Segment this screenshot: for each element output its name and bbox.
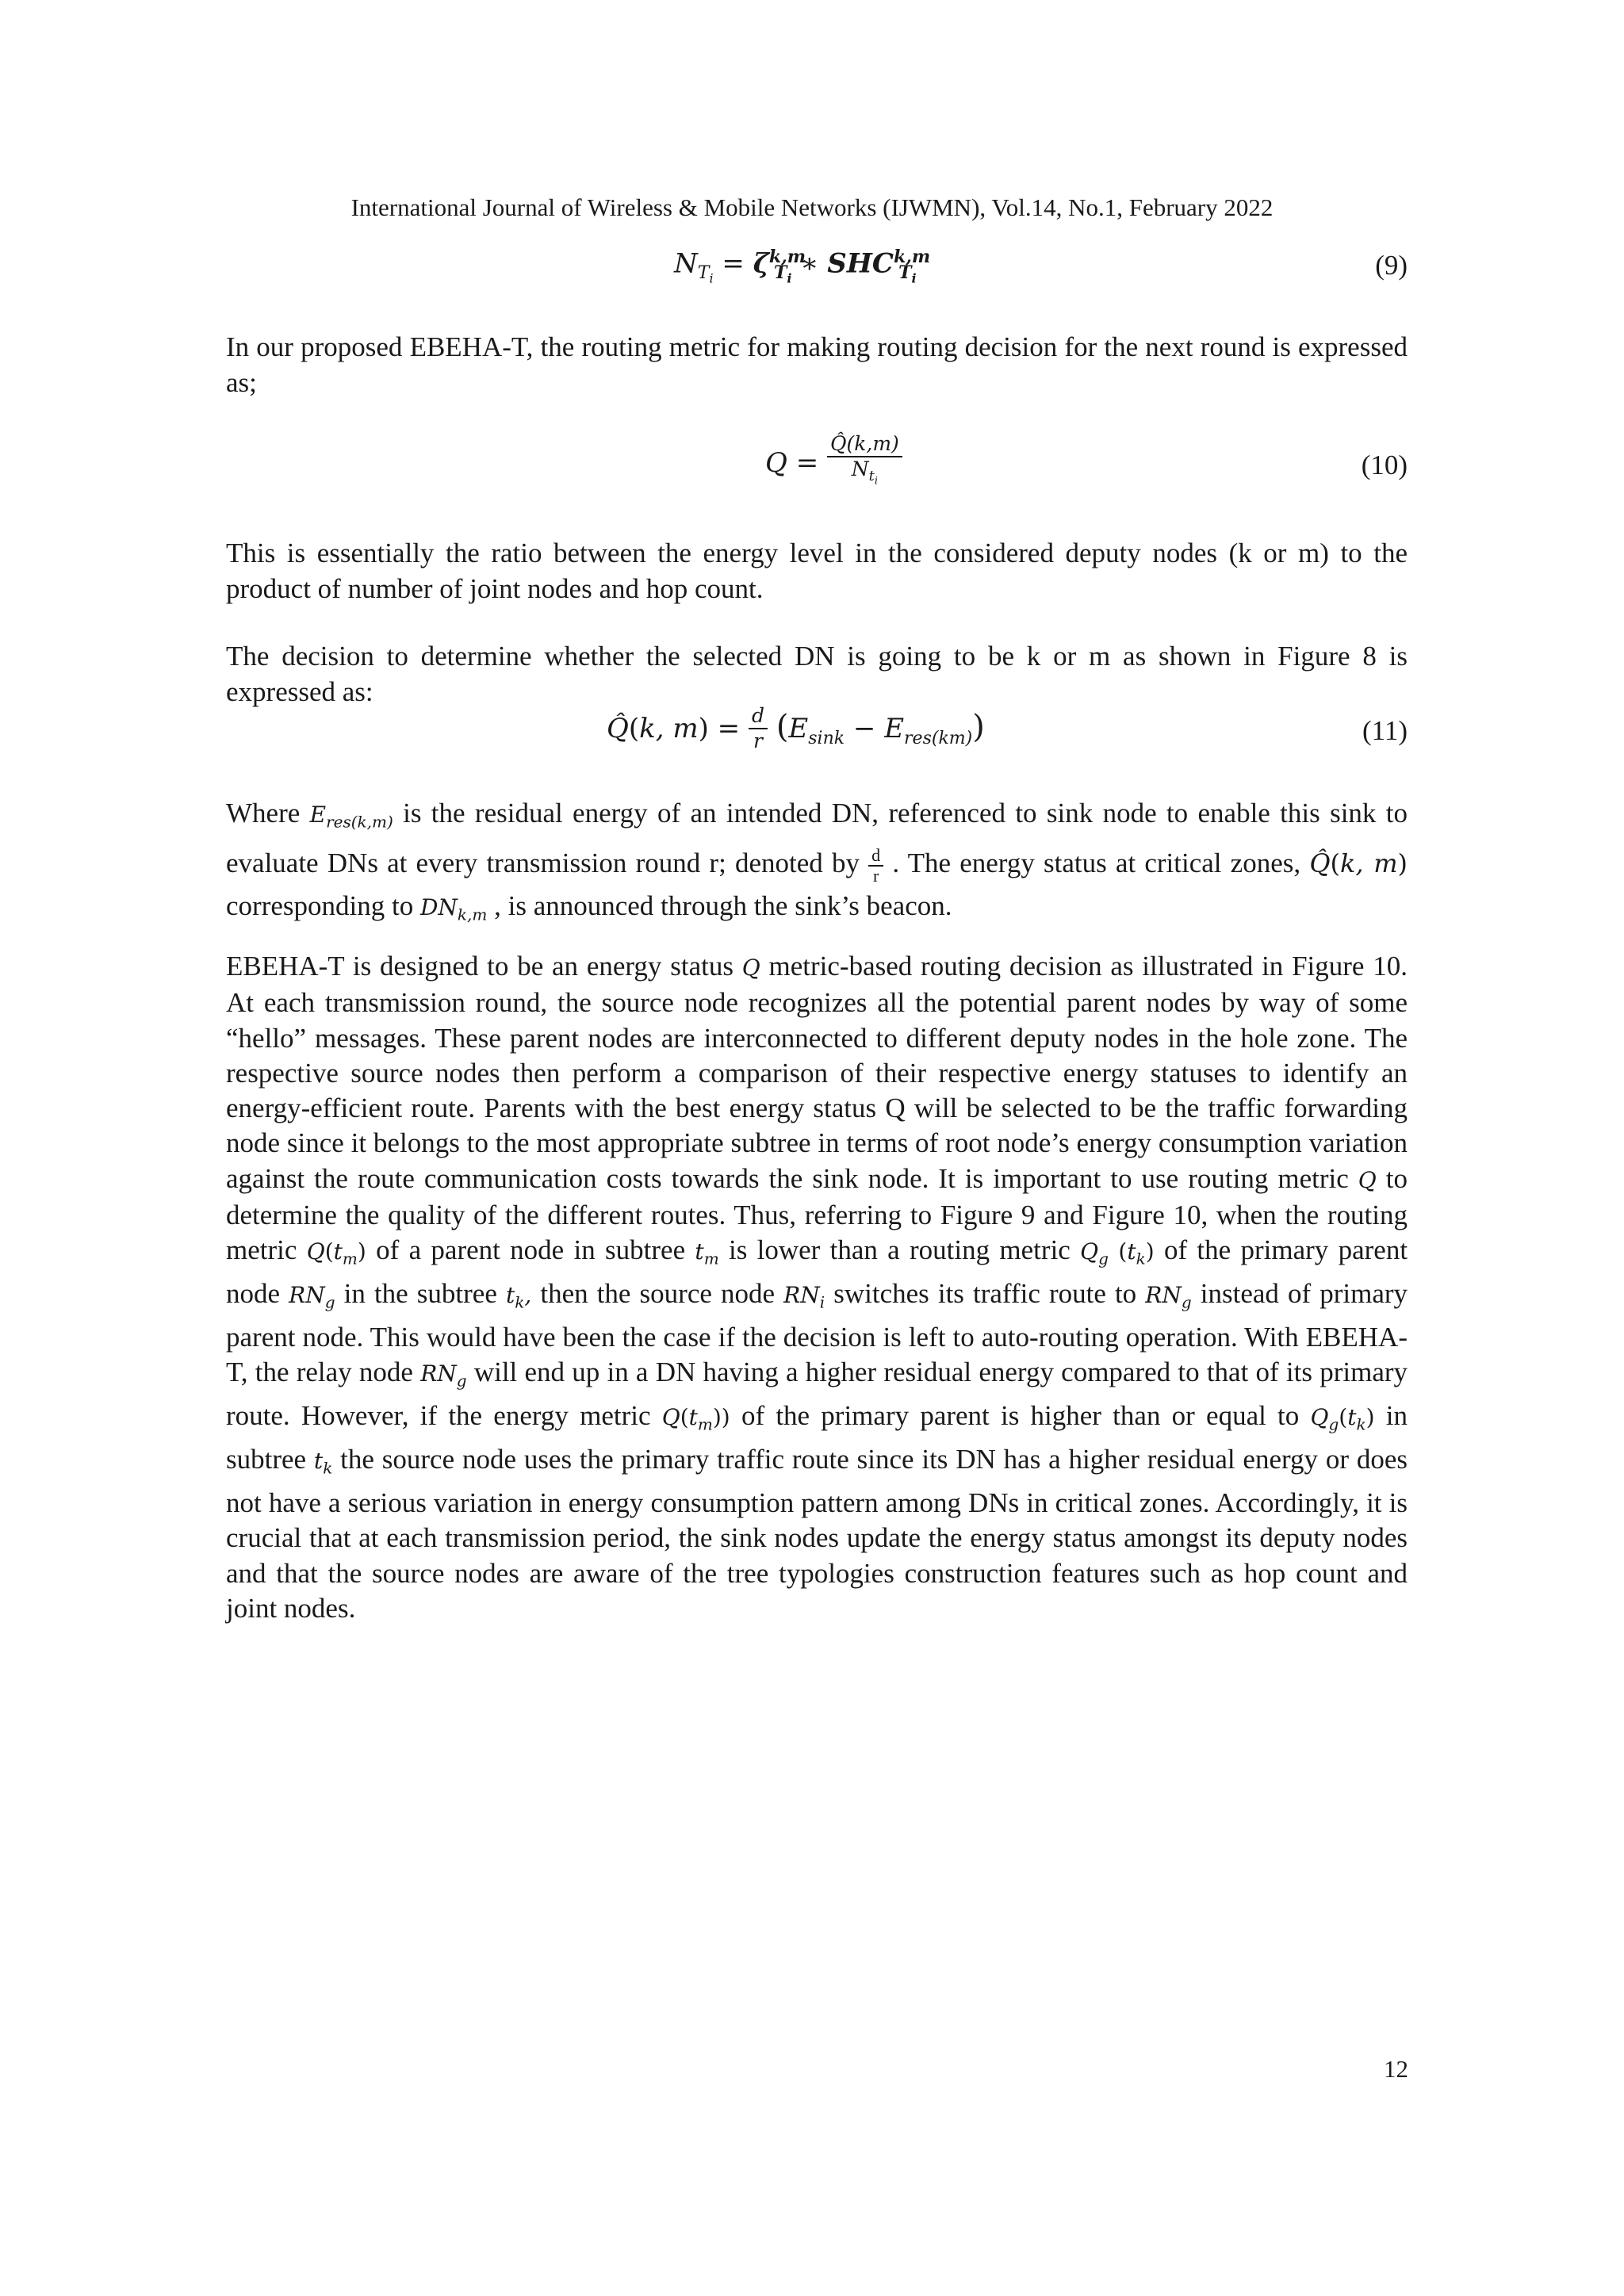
text-fragment: instead of primary parent node. This would have been the case if the decision is left to auto-routing operation. With EBEHA-T, the relay node xyxy=(226,1278,1408,1388)
equation-9 xyxy=(226,242,1408,297)
text-fragment: of the primary parent is higher than or equal to xyxy=(741,1400,1300,1432)
math-e-res: $E_{res(k,m)}$ xyxy=(309,802,393,832)
text-fragment: is lower than a routing metric xyxy=(728,1234,1071,1266)
text-fragment: in subtree xyxy=(226,1400,1408,1475)
equation-11-body: Q̂(k, m) = $\frac{d}{r}$ $(E_{sink} - E_{res(km)})$ xyxy=(607,704,985,752)
text-fragment: then the source node xyxy=(540,1278,776,1310)
math-tk: $t_k$, xyxy=(505,1282,532,1312)
math-rn-i: $RN_i$ xyxy=(783,1282,825,1312)
text-fragment: switches its traffic route to xyxy=(833,1278,1137,1310)
math-q: Q xyxy=(1358,1166,1377,1193)
equation-11 xyxy=(226,704,1408,767)
math-rn-g: $RN_g$ xyxy=(289,1282,335,1312)
page-number: 12 xyxy=(1384,2055,1408,2083)
math-tm: $t_m$ xyxy=(695,1238,719,1269)
text-fragment: , is announced through the sink’s beacon. xyxy=(494,890,952,921)
equation-10-number: (10) xyxy=(1361,450,1408,480)
paragraph-routing-metric: In our proposed EBEHA-T, the routing metric for making routing decision for the next round is expressed as; xyxy=(226,331,1408,398)
math-q-tm: $Q(t_m)$ xyxy=(306,1238,366,1269)
text-fragment: in the subtree xyxy=(343,1278,497,1310)
text-fragment: to determine the quality of the different routes. Thus, referring to Figure 9 and Figure 10, when the routing metric xyxy=(226,1162,1408,1266)
text-fragment: the source node uses the primary traffic route since its DN has a higher residual energy or does not have a serious variation in energy consumption pattern among DNs in critical zones. Accordingly, it is crucial that at each transmission period, the sink nodes update the energy status amongst its deputy nodes and that the source nodes are aware of the tree typologies construction features such as hop count and joint nodes. xyxy=(226,1444,1408,1624)
text-fragment: EBEHA-T is designed to be an energy status xyxy=(226,951,733,982)
equation-11-number: (11) xyxy=(1362,715,1408,746)
text-fragment: of the primary parent node xyxy=(226,1234,1408,1310)
math-rn-g: $RN_g$ xyxy=(1145,1282,1192,1312)
text-fragment: corresponding to xyxy=(226,890,414,921)
paragraph-ratio: This is essentially the ratio between the energy level in the considered deputy nodes (k or m) to the product of number of joint nodes and hop count. xyxy=(226,538,1408,604)
paragraph-decision: The decision to determine whether the selected DN is going to be k or m as shown in Figure 8 is expressed as: xyxy=(226,641,1408,707)
paragraph-ebeha-t-description xyxy=(226,949,1408,1626)
text-fragment: is the residual energy of an intended DN, referenced to sink node to enable this sink to evaluate DNs at every transmission round r; denoted by xyxy=(226,798,1408,878)
text-fragment: of a parent node in subtree xyxy=(376,1234,686,1266)
math-rn-g: $RN_g$ xyxy=(420,1360,467,1391)
text-fragment: . The energy status at critical zones, xyxy=(892,847,1301,878)
paragraph-residual-energy xyxy=(226,793,1408,935)
math-dn-km: $DN_{k,m}$ xyxy=(419,894,488,924)
equation-9-number: (9) xyxy=(1375,250,1408,281)
math-q-hat: Q̂(k, m) xyxy=(1309,848,1408,878)
math-tk: $t_k$ xyxy=(313,1448,333,1478)
equation-10 xyxy=(226,432,1408,511)
text-fragment: metric-based routing decision as illustrated in Figure 10. At each transmission round, the source node recognizes all the potential parent nodes by way of some “hello” messages. These parent nodes are interconnected to different deputy nodes in the hole zone. The respective source nodes then perform a comparison of their respective energy statuses to identify an energy-efficient route. Parents with the best energy status Q will be selected to be the traffic forwarding node since it belongs to the most appropriate subtree in terms of root node’s energy consumption variation against the route communication costs towards the sink node. It is important to use routing metric xyxy=(226,951,1408,1194)
math-d-over-r: $\frac{d}{r}$ xyxy=(868,846,883,886)
equation-9-body: $N_{T_i} = \zeta^{k,m}_{T_i}$ ∗ SHC$^{k,m}_{T_i}$ xyxy=(674,247,931,286)
equation-10-body: Q = $\frac{Q̂(k,m)}{N_{t_i}}$ xyxy=(765,432,902,494)
math-qg-tk: $Q_g$ $(t_k)$ xyxy=(1080,1238,1155,1269)
running-header: International Journal of Wireless & Mobile Networks (IJWMN), Vol.14, No.1, February 2022 xyxy=(350,193,1274,221)
math-qg-tk: $Q_g(t_k)$ xyxy=(1310,1404,1375,1434)
math-q-tm: $Q(t_m)$) xyxy=(661,1404,730,1434)
text-fragment: will end up in a DN having a higher residual energy compared to that of its primary route. However, if the energy metric xyxy=(226,1357,1408,1432)
math-q: Q xyxy=(741,955,760,981)
text-fragment: Where xyxy=(226,798,301,828)
